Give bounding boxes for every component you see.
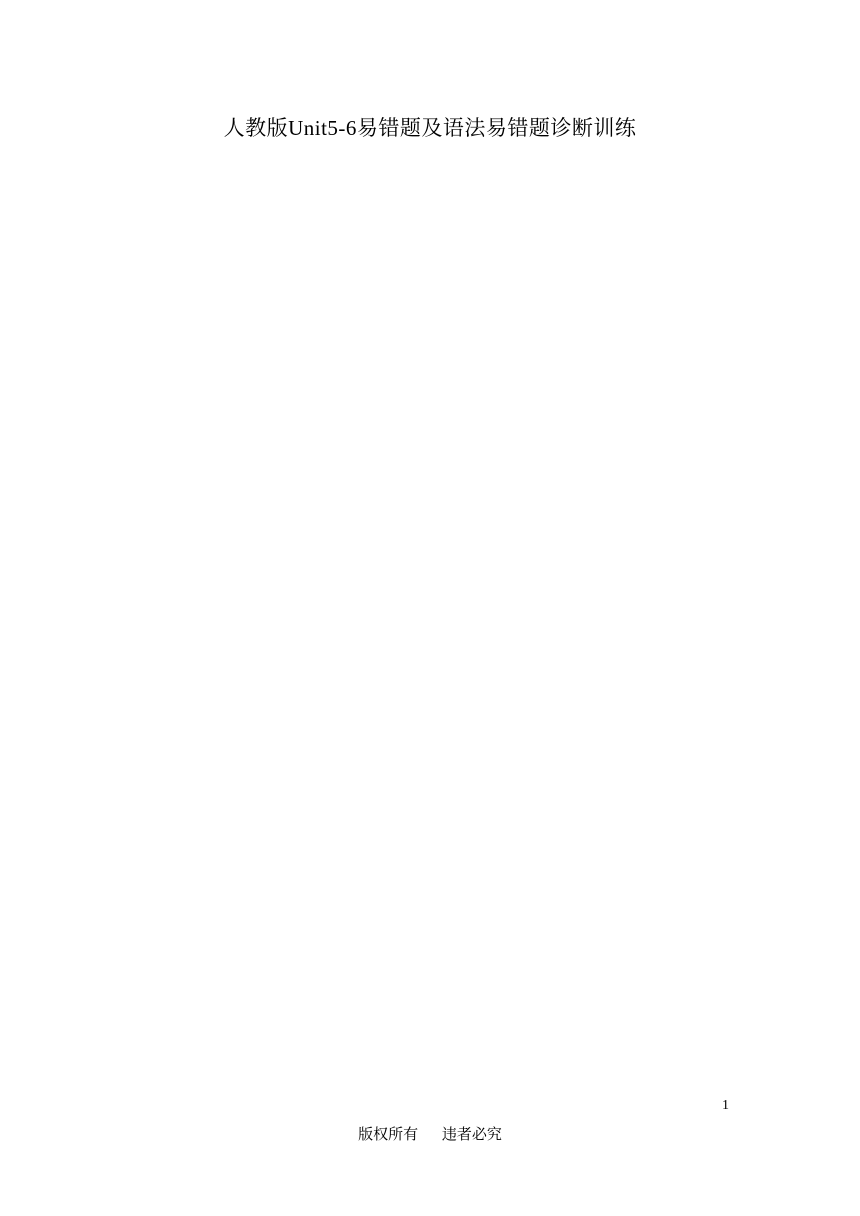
- footer-copyright: 版权所有: [358, 1127, 419, 1143]
- page-footer: [0, 1123, 860, 1144]
- document-title: 人教版Unit5-6易错题及语法易错题诊断训练: [223, 116, 637, 140]
- page-number: 1: [722, 1098, 729, 1113]
- footer-warning: 违者必究: [441, 1127, 502, 1143]
